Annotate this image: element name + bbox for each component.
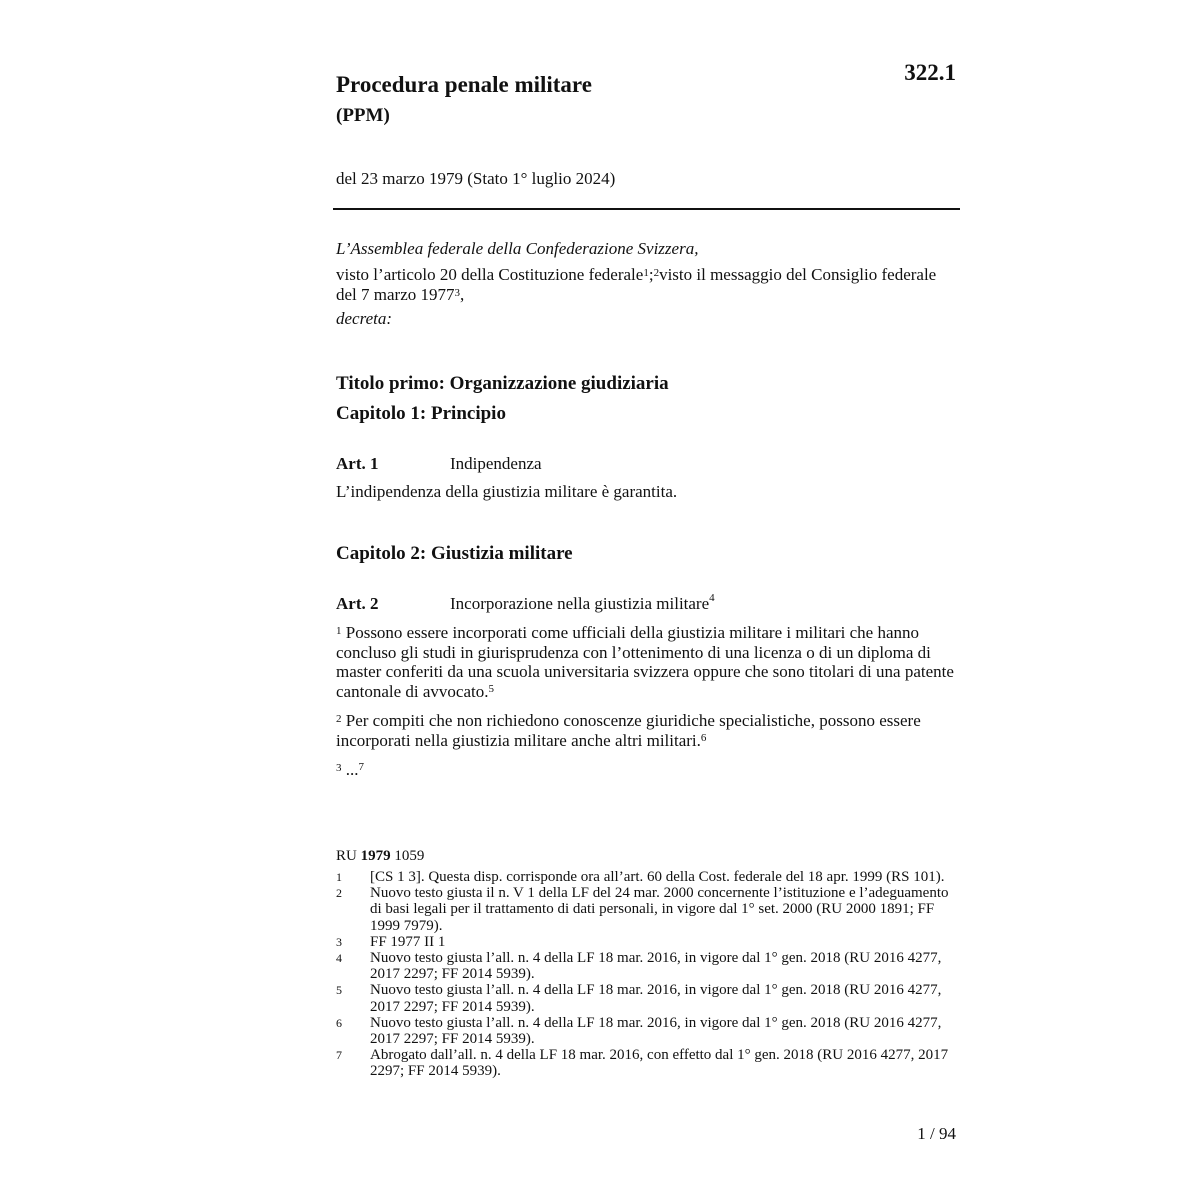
article-1-body: L’indipendenza della giustizia militare è garantita. [336, 482, 678, 501]
document-page [336, 0, 960, 1200]
preamble-separator: ; [648, 265, 654, 284]
preamble-issuer: L’Assemblea federale della Confederazione Svizzera, [336, 239, 699, 258]
article-2-paragraph-3 [336, 760, 960, 780]
footnote-number: 6 [336, 1015, 342, 1030]
date-line: del 23 marzo 1979 (Stato 1° luglio 2024) [336, 169, 616, 188]
footnote-item [336, 950, 960, 982]
ru-reference [336, 848, 424, 865]
footnote-ref-1[interactable]: 1 [643, 267, 649, 279]
paragraph-number: 1 [336, 625, 342, 637]
ru-prefix: RU [336, 848, 361, 864]
paragraph-text: ... [341, 760, 359, 779]
footnote-number: 3 [336, 934, 342, 949]
footnote-ref-3[interactable]: 3 [454, 287, 460, 299]
footnote-number: 7 [336, 1048, 342, 1063]
page-title: Procedura penale militare [336, 72, 592, 97]
preamble [336, 239, 956, 329]
footnote-number: 5 [336, 983, 342, 998]
ru-page: 1059 [390, 848, 425, 864]
footnote-item [336, 885, 960, 934]
article-1-heading [336, 454, 956, 474]
footnote-ref-2[interactable]: 2 [653, 267, 660, 279]
footnote-text: Nuovo testo giusta l’all. n. 4 della LF 18 mar. 2016, in vigore dal 1° gen. 2018 (RU 2016 4277, 2017 2297; FF 2014 5939). [370, 950, 942, 983]
paragraph-number: 2 [336, 713, 342, 725]
article-2-title: Incorporazione nella giustizia militare [450, 594, 710, 613]
preamble-basis [336, 265, 956, 305]
article-1-title: Indipendenza [450, 454, 542, 473]
page-number: 1 / 94 [917, 1124, 956, 1143]
paragraph-number: 3 [336, 762, 342, 774]
footnote-number: 2 [336, 886, 342, 901]
footnote-text: Nuovo testo giusta l’all. n. 4 della LF 18 mar. 2016, in vigore dal 1° gen. 2018 (RU 2016 4277, 2017 2297; FF 2014 5939). [370, 1014, 942, 1048]
footnotes [336, 869, 960, 1080]
article-2-paragraph-2 [336, 711, 960, 750]
footnote-text: FF 1977 II 1 [370, 933, 446, 950]
footnote-text: [CS 1 3]. Questa disp. corrisponde ora all’art. 60 della Cost. federale del 18 apr. 1999 (RS 101). [370, 869, 945, 885]
preamble-basis-end: , [460, 285, 465, 304]
title-heading: Titolo primo: Organizzazione giudiziaria [336, 373, 669, 394]
footnote-number: 1 [336, 870, 342, 884]
footnote-item [336, 982, 960, 1014]
preamble-basis-2: visto il messaggio del Consiglio federale del 7 marzo 1977 [336, 265, 937, 304]
footnote-ref-5[interactable]: 5 [488, 682, 494, 695]
footnote-ref-7[interactable]: 7 [358, 761, 364, 773]
footnote-text: Abrogato dall’all. n. 4 della LF 18 mar. 2016, con effetto dal 1° gen. 2018 (RU 2016 4277, 2017 2297; FF 2014 5939). [370, 1047, 949, 1080]
doc-number: 322.1 [904, 60, 956, 85]
footnote-text: Nuovo testo giusta il n. V 1 della LF del 24 mar. 2000 concernente l’istituzione e l’adeguamento di basi legali per il trattamento di dati personali, in vigore dal 1° set. 2000 (RU 2000 1891; FF 1999 7979). [370, 885, 949, 934]
footnote-text: Nuovo testo giusta l’all. n. 4 della LF 18 mar. 2016, in vigore dal 1° gen. 2018 (RU 2016 4277, 2017 2297; FF 2014 5939). [370, 982, 942, 1015]
ru-year: 1979 [360, 848, 391, 864]
preamble-basis-1: visto l’articolo 20 della Costituzione federale [336, 265, 644, 284]
paragraph-text: Per compiti che non richiedono conoscenze giuridiche specialistiche, possono essere incorporati nella giustizia militare anche altri militari. [336, 711, 921, 750]
paragraph-text: Possono essere incorporati come ufficiali della giustizia militare i militari che hanno concluso gli studi in giurisprudenza con l’ottenimento di una licenza o di un diploma di master conferiti da una scuola universitaria svizzera oppure che sono titolari di una patente cantonale di avvocato. [336, 623, 954, 701]
footnote-item [336, 869, 960, 885]
article-2-paragraph-1 [336, 623, 960, 701]
footnote-item [336, 934, 960, 950]
footnote-item [336, 1015, 960, 1047]
footnote-ref-4[interactable]: 4 [709, 592, 715, 604]
footnote-number: 4 [336, 951, 342, 966]
article-1-number: Art. 1 [336, 454, 379, 473]
chapter-2-heading: Capitolo 2: Giustizia militare [336, 543, 573, 564]
preamble-decree: decreta: [336, 309, 393, 328]
footnote-item [336, 1047, 960, 1079]
page-subtitle: (PPM) [336, 105, 390, 126]
footnote-ref-6[interactable]: 6 [700, 731, 707, 744]
article-2-heading [336, 594, 956, 614]
article-2-number: Art. 2 [336, 594, 379, 613]
header-divider [333, 208, 960, 210]
chapter-1-heading: Capitolo 1: Principio [336, 403, 506, 424]
